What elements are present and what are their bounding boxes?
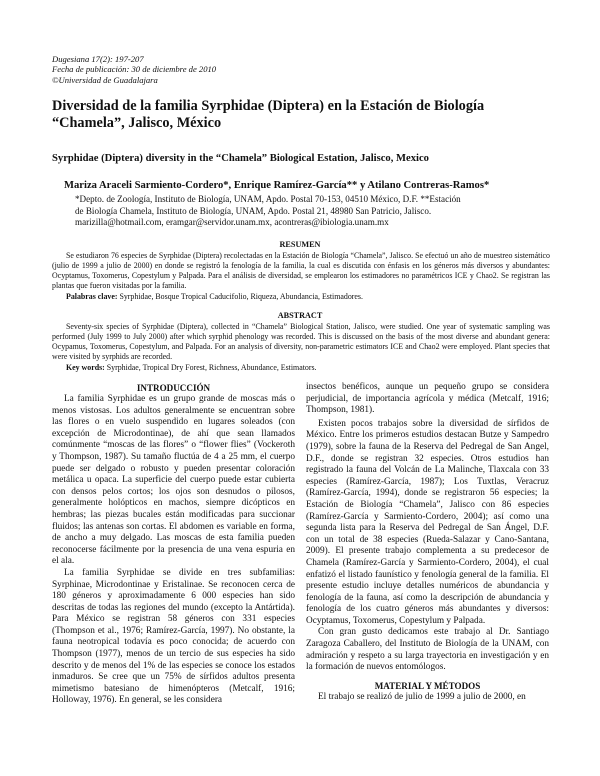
paragraph: La familia Syrphidae se divide en tres subfamilias: Syrphinae, Microdontinae y Eristalinae. Se reconocen cerca de 180 géneros y aproximadamente 6 000 especies han sido descritas de todas las regiones del mundo (excepto la Antártida). Para México se registran 58 géneros con 331 especies (Thompson et al., 1976; Ramírez-García, 1997). No obstante, la fauna neotropical todavía es poco conocida; de acuerdo con Thompson (1977), menos de un tercio de sus especies ha sido descrito y de menos del 1% de las especies se conoce los estados inmaduros. Se cree que un 75% de sírfidos adultos presenta mimetismo batesiano de himenópteros (Metcalf, 1916; Holloway, 1976). En general, se les considera: [52, 567, 295, 706]
introduccion-heading: INTRODUCCIÓN: [136, 383, 211, 393]
abstract-text: Seventy-six species of Syrphidae (Diptera), collected in “Chamela” Biological Station, Jalisco, were studied. One year of systematic sampling was performed (July 1999 to July 2000) after which syrphid phenology was recorded. This is discussed on the basis of the most diverse and abundant genera: Ocypamus, Toxomerus, Copestylum, and Palpada. For an analysis of diversity, non-parametric estimators ICE and Chao2 were employed. Plant species that were visited by syrphids are recorded.: [52, 322, 550, 362]
left-column: [52, 382, 295, 707]
journal-header: [52, 54, 216, 85]
paragraph: La familia Syrphidae es un grupo grande de moscas más o menos vistosas. Los adultos generalmente se encuentran sobre las flores o en vuelo suspendido en lugares soleados (con excepción de Microdontinae), de ahí que sean llamados comúnmente “moscas de las flores” o “flower flies” (Vockeroth y Thompson, 1987). Su tamaño fluctúa de 4 a 25 mm, el cuerpo puede ser delgado o robusto y pueden presentar coloración metálica u opaca. La superficie del cuerpo puede estar cubierta con densos pelos cortos; los ojos son desnudos o pilosos, generalmente holópticos en machos, siempre dicópticos en hembras; las piezas bucales están modificadas para succionar fluidos; las antenas son cortas. El abdomen es variable en forma, de ancho a muy delgado. Las moscas de esta familia pueden reconocerse fácilmente por la presencia de una vena espuria en el ala.: [52, 394, 295, 567]
publication-date: Fecha de publicación: 30 de diciembre de 2010: [52, 64, 217, 75]
authors: Mariza Araceli Sarmiento-Cordero*, Enrique Ramírez-García** y Atilano Contreras-Ramos*: [64, 180, 490, 191]
paragraph: Existen pocos trabajos sobre la diversidad de sírfidos de México. Entre los primeros estudios destacan Butze y Sampedro (1979), sobre la fauna de la Reserva del Pedregal de San Angel, D.F., donde se registran 32 especies. Otros estudios han registrado la fauna del Volcán de La Malinche, Tlaxcala con 33 especies (Ramírez-García, 1987); Los Tuxtlas, Veracruz (Ramírez-García, 1994), donde se registraron 56 especies; la Estación de Biología “Chamela”, Jalisco con 86 especies (Ramírez-García y Sarmiento-Cordero, 2004); así como una segunda lista para la Reserva del Pedregal de San Ángel, D.F. con un total de 38 especies (Rueda-Salazar y Cano-Santana, 2009). El presente trabajo complementa a su predecesor de Chamela (Ramírez-García y Sarmiento-Cordero, 2004), el cual enfatizó el listado faunístico y fenología general de la familia. El presente estudio incluye detalles numéricos de abundancia y fenología de la fauna, así como la descripción de abundancia y fenología de los cuatro géneros más abundantes y diversos: Ocyptamus, Toxomerus, Copestylum y Palpada.: [306, 418, 549, 626]
paragraph: Con gran gusto dedicamos este trabajo al Dr. Santiago Zaragoza Caballero, del Instituto de Biología de la UNAM, con admiración y respeto a su larga trayectoria en investigación y en la formación de nuevos entomólogos.: [306, 627, 549, 673]
metodos-heading: MATERIAL Y MÉTODOS: [374, 680, 481, 691]
abstract-keywords: [52, 363, 550, 373]
paragraph: insectos benéficos, aunque un pequeño grupo se considera perjudicial, de importancia agrícola y médica (Metcalf, 1916; Thompson, 1981).: [306, 382, 549, 416]
paper-title: Diversidad de la familia Syrphidae (Diptera) en la Estación de Biología “Chamela”, Jalisco, México: [52, 98, 485, 131]
right-column: [306, 382, 549, 703]
keywords-list: Syrphidae, Tropical Dry Forest, Richness, Abundance, Estimators.: [104, 363, 317, 372]
abstract-heading: ABSTRACT: [277, 311, 323, 320]
affiliations: [75, 194, 555, 229]
affiliation-line: de Biología Chamela, Instituto de Biología, UNAM, Apdo. Postal 21, 48980 San Patricio, Jalisco.: [75, 205, 432, 216]
paper-subtitle: Syrphidae (Diptera) diversity in the “Chamela” Biological Estation, Jalisco, Mexico: [52, 153, 429, 164]
keywords-list: Syrphidae, Bosque Tropical Caducifolio, Riqueza, Abundancia, Estimadores.: [117, 292, 363, 301]
journal-citation: Dugesiana 17(2): 197-207: [52, 54, 144, 64]
paragraph: El trabajo se realizó de julio de 1999 a julio de 2000, en: [318, 691, 526, 702]
resumen-text: Se estudiaron 76 especies de Syrphidae (Diptera) recolectadas en la Estación de Biología “Chamela”, Jalisco. Se efectuó un año de muestreo sistemático (julio de 1999 a julio de 2000) en donde se registró la fenología de la familia, la cual es discutida con énfasis en los géneros más diversos y abundantes: Ocyptamus, Toxomerus, Copestylum y Palpada. Para el análisis de diversidad, se emplearon los estimadores no paramétricos ICE y Chao2. Se registran las plantas que fueron visitadas por la familia.: [52, 251, 550, 291]
affiliation-emails: marizilla@hotmail.com, eramgar@servidor.unam.mx, acontreras@ibiologia.unam.mx: [75, 217, 389, 228]
resumen-heading: RESUMEN: [279, 240, 321, 249]
copyright: ©Universidad de Guadalajara: [52, 74, 158, 85]
keywords-label: Key words:: [66, 363, 105, 372]
resumen-keywords: [52, 292, 550, 302]
keywords-label: Palabras clave:: [66, 292, 118, 301]
affiliation-line: *Depto. de Zoología, Instituto de Biología, UNAM, Apdo. Postal 70-153, 04510 México, D.F. **Estación: [75, 194, 461, 204]
